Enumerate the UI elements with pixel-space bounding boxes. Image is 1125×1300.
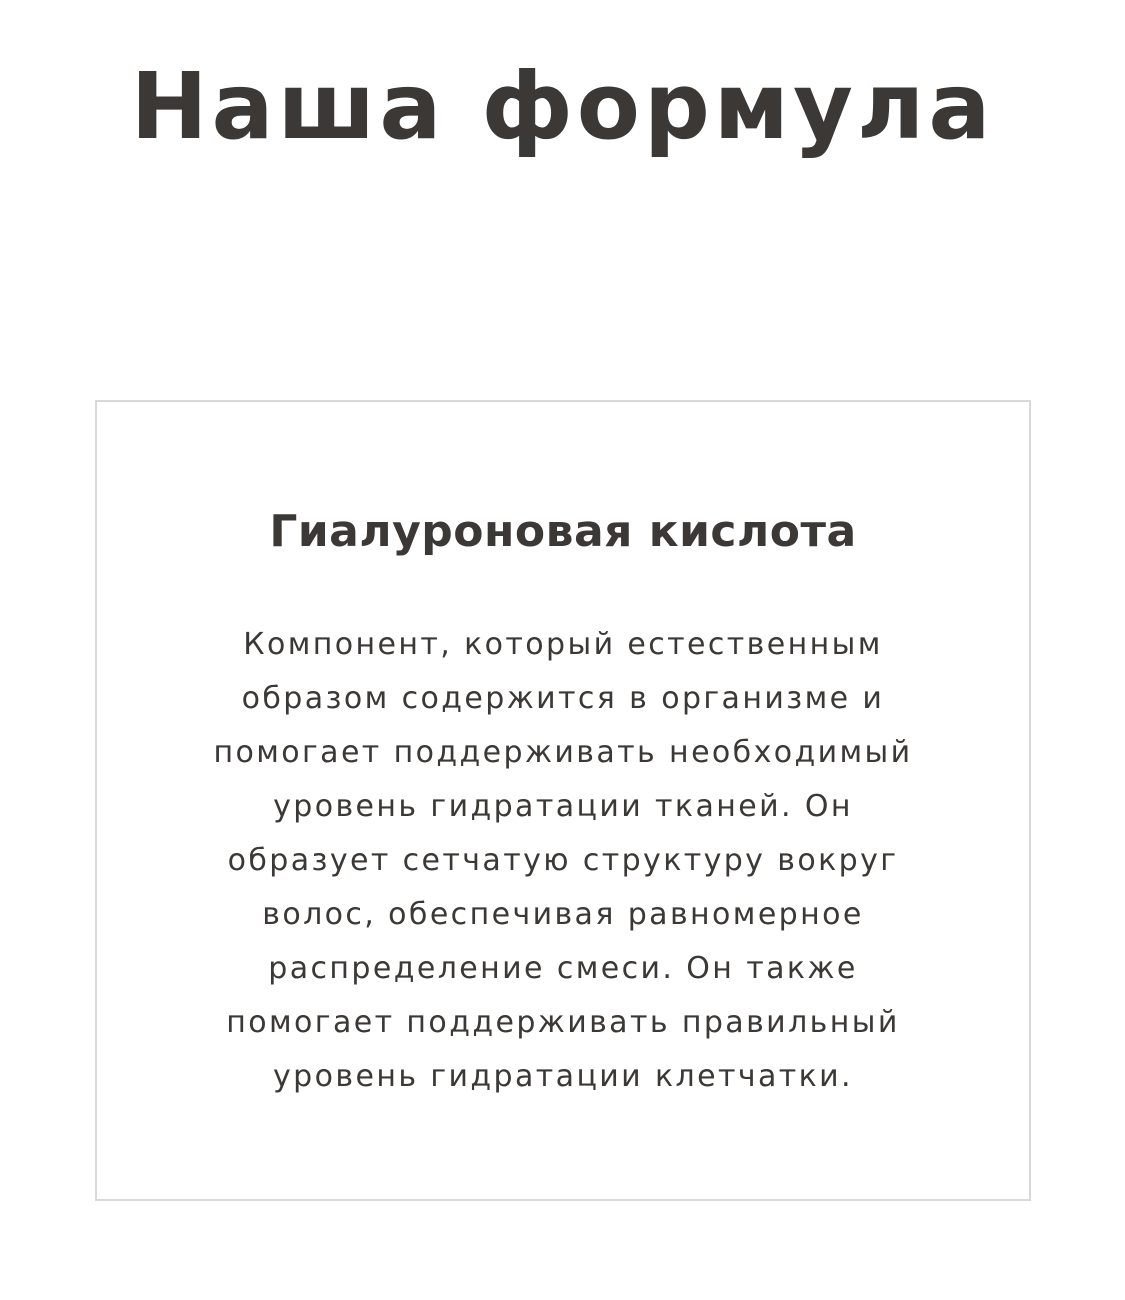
ingredient-description <box>137 618 989 1104</box>
description-line: помогает поддерживать правильный <box>226 1005 900 1040</box>
description-line: Компонент, который естественным <box>243 627 883 662</box>
ingredient-card <box>95 400 1031 1201</box>
description-line: образом содержится в организме и <box>241 681 885 716</box>
description-line: распределение смеси. Он также <box>268 951 858 986</box>
page-title: Наша формула <box>130 53 995 160</box>
ingredient-title: Гиалуроновая кислота <box>269 506 857 557</box>
description-line: волос, обеспечивая равномерное <box>262 897 864 932</box>
description-line: помогает поддерживать необходимый <box>213 735 913 770</box>
description-line: уровень гидратации клетчатки. <box>273 1059 853 1094</box>
description-line: уровень гидратации тканей. Он <box>273 789 853 824</box>
description-line: образует сетчатую структуру вокруг <box>227 843 899 878</box>
